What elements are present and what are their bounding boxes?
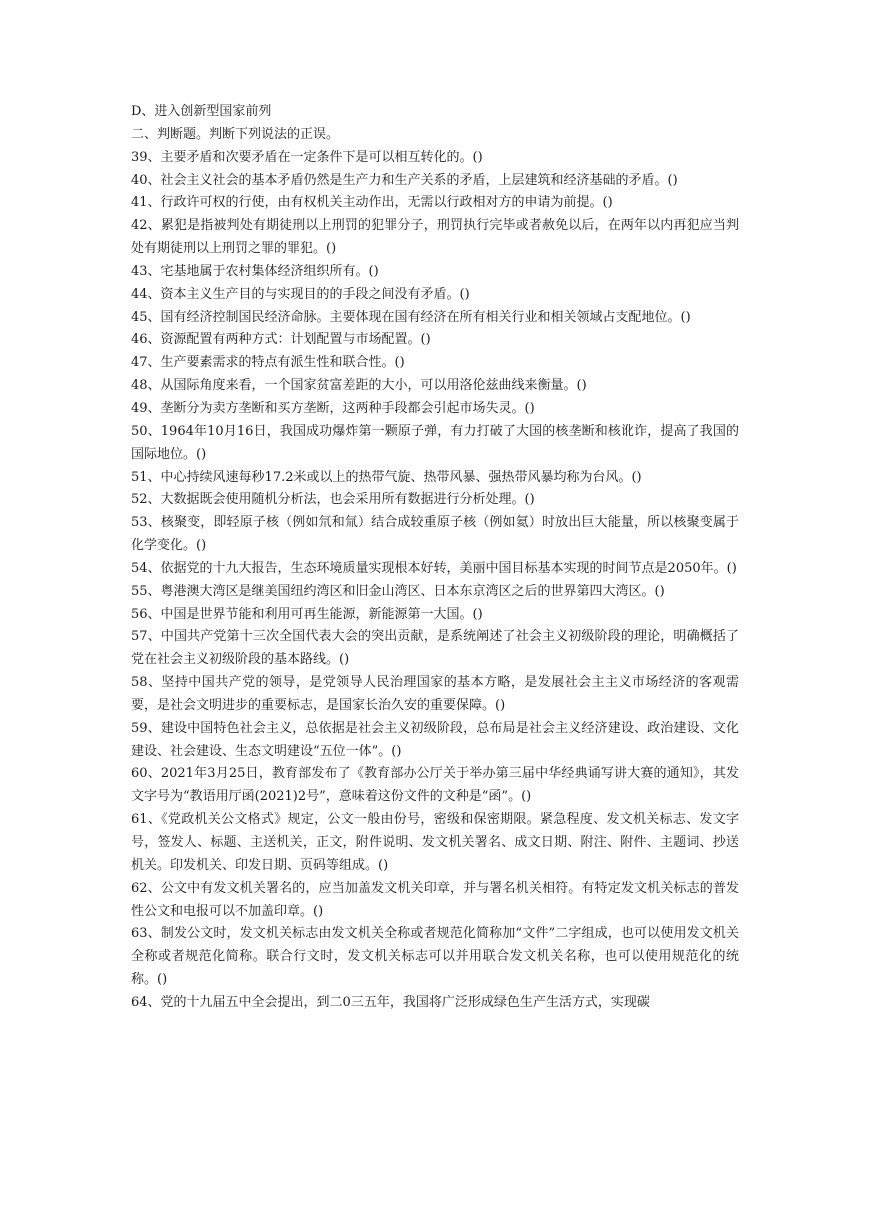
question-63: 63、制发公文时，发文机关标志由发文机关全称或者规范化简称加“文件”二字组成，也可以使用发文机关全称或者规范化简称。联合行文时，发文机关标志可以并用联合发文机关名称，也可以使用规范化的统称。() (131, 926, 739, 988)
question-55: 55、粤港澳大湾区是继美国纽约湾区和旧金山湾区、日本东京湾区之后的世界第四大湾区。() (131, 583, 665, 599)
question-44: 44、资本主义生产目的与实现目的的手段之间没有矛盾。() (131, 286, 470, 302)
section-heading-judgment: 二、判断题。判断下列说法的正误。 (131, 126, 340, 142)
question-46: 46、资源配置有两种方式：计划配置与市场配置。() (131, 332, 431, 348)
question-62: 62、公文中有发文机关署名的，应当加盖发文机关印章，并与署名机关相符。有特定发文机关标志的普发性公文和电报可以不加盖印章。() (131, 880, 739, 919)
question-48: 48、从国际角度来看，一个国家贫富差距的大小，可以用洛伦兹曲线来衡量。() (131, 378, 587, 394)
question-59: 59、建设中国特色社会主义，总依据是社会主义初级阶段，总布局是社会主义经济建设、政治建设、文化建设、社会建设、生态文明建设“五位一体”。() (131, 720, 739, 759)
question-41: 41、行政许可权的行使，由有权机关主动作出，无需以行政相对方的申请为前提。() (131, 195, 613, 211)
question-45: 45、国有经济控制国民经济命脉。主要体现在国有经济在所有相关行业和相关领域占支配地位。() (131, 309, 691, 325)
question-50: 50、1964年10月16日，我国成功爆炸第一颗原子弹，有力打破了大国的核垄断和核讹诈，提高了我国的国际地位。() (131, 423, 739, 462)
option-d: D、进入创新型国家前列 (131, 104, 272, 119)
question-47: 47、生产要素需求的特点有派生性和联合性。() (131, 355, 405, 371)
question-42: 42、累犯是指被判处有期徒刑以上刑罚的犯罪分子，刑罚执行完毕或者赦免以后，在两年以内再犯应当判处有期徒刑以上刑罚之罪的罪犯。() (131, 218, 739, 257)
question-51: 51、中心持续风速每秒17.2米或以上的热带气旋、热带风暴、强热带风暴均称为台风。() (131, 469, 642, 485)
question-53: 53、核聚变，即轻原子核（例如氘和氚）结合成较重原子核（例如氦）时放出巨大能量，所以核聚变属于化学变化。() (131, 515, 739, 554)
question-58: 58、坚持中国共产党的领导，是党领导人民治理国家的基本方略，是发展社会主主义市场经济的客观需要，是社会文明进步的重要标志，是国家长治久安的重要保障。() (131, 675, 739, 713)
question-52: 52、大数据既会使用随机分析法，也会采用所有数据进行分析处理。() (131, 492, 535, 508)
question-60: 60、2021年3月25日，教育部发布了《教育部办公厅关于举办第三届中华经典诵写讲大赛的通知》，其发文字号为“教语用厅函(2021)2号”，意味着这份文件的文种是“函”。() (131, 766, 739, 805)
question-61: 61、《党政机关公文格式》规定，公文一般由份号，密级和保密期限。紧急程度、发文机关标志、发文字号，签发人、标题、主送机关，正文，附件说明、发文机关署名、成文日期、附注、附件、主题词、抄送机关。印发机关、印发日期、页码等组成。() (131, 812, 739, 873)
question-54: 54、依据党的十九大报告，生态环境质量实现根本好转，美丽中国目标基本实现的时间节点是2050年。() (131, 560, 737, 576)
question-49: 49、垄断分为卖方垄断和买方垄断，这两种手段都会引起市场失灵。() (131, 400, 535, 416)
question-56: 56、中国是世界节能和利用可再生能源，新能源第一大国。() (131, 606, 483, 622)
document-body (131, 101, 739, 1015)
question-39: 39、主要矛盾和次要矛盾在一定条件下是可以相互转化的。() (131, 149, 483, 165)
question-57: 57、中国共产党第十三次全国代表大会的突出贡献，是系统阐述了社会主义初级阶段的理论，明确概括了党在社会主义初级阶段的基本路线。() (131, 629, 739, 668)
question-64: 64、党的十九届五中全会提出，到二0三五年，我国将广泛形成绿色生产生活方式，实现碳 (131, 994, 650, 1010)
question-40: 40、社会主义社会的基本矛盾仍然是生产力和生产关系的矛盾，上层建筑和经济基础的矛盾。() (131, 172, 678, 188)
question-43: 43、宅基地属于农村集体经济组织所有。() (131, 263, 379, 279)
